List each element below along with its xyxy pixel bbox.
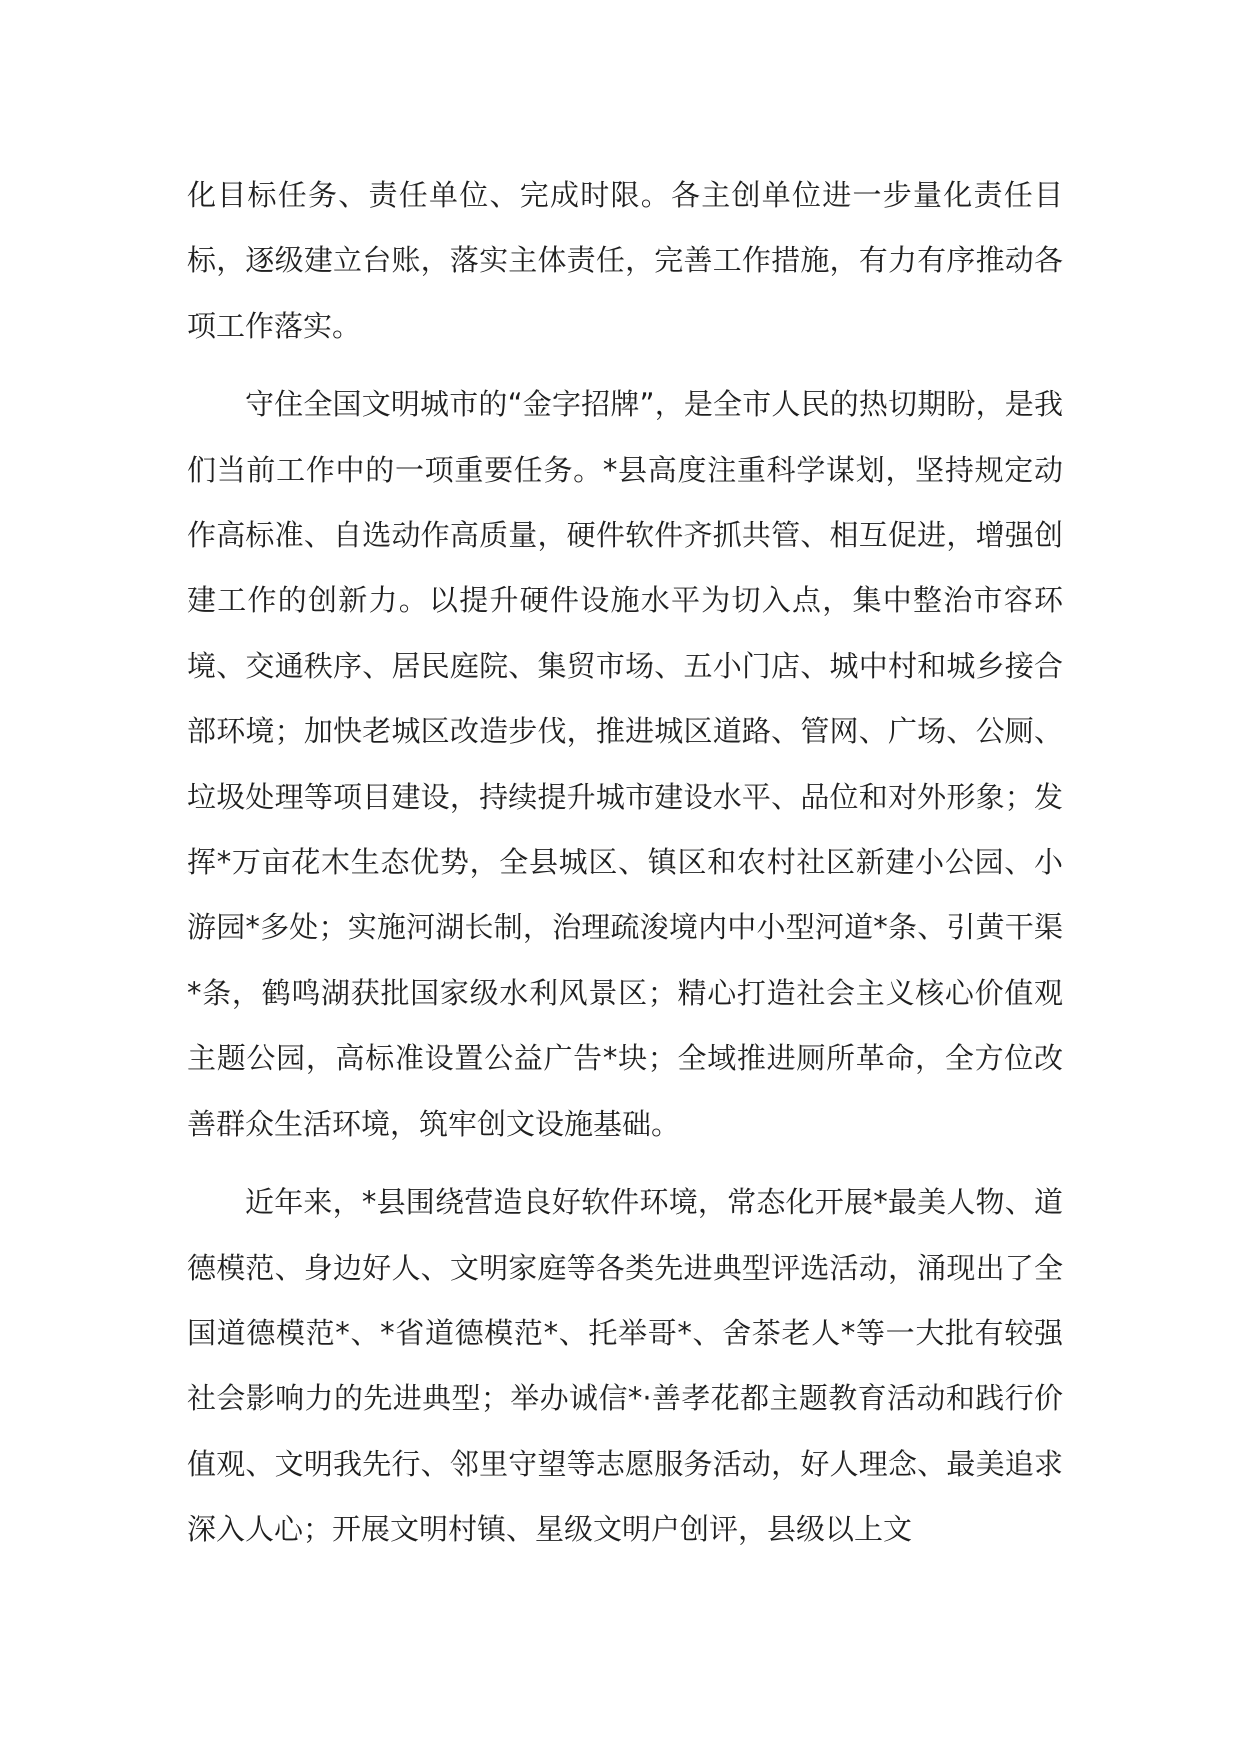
body-text — [187, 163, 1063, 1563]
paragraph-civilized-city: 守住全国文明城市的“金字招牌”，是全市人民的热切期盼，是我们当前工作中的一项重要任务。*县高度注重科学谋划，坚持规定动作高标准、自选动作高质量，硬件软件齐抓共管、相互促进，增强创建工作的创新力。以提升硬件设施水平为切入点，集中整治市容环境、交通秩序、居民庭院、集贸市场、五小门店、城中村和城乡接合部环境；加快老城区改造步伐，推进城区道路、管网、广场、公厕、垃圾处理等项目建设，持续提升城市建设水平、品位和对外形象；发挥*万亩花木生态优势，全县城区、镇区和农村社区新建小公园、小游园*多处；实施河湖长制，治理疏浚境内中小型河道*条、引黄干渠*条，鹤鸣湖获批国家级水利风景区；精心打造社会主义核心价值观主题公园，高标准设置公益广告*块；全域推进厕所革命，全方位改善群众生活环境，筑牢创文设施基础。 — [187, 387, 1063, 1141]
paragraph-continuation: 化目标任务、责任单位、完成时限。各主创单位进一步量化责任目标，逐级建立台账，落实主体责任，完善工作措施，有力有序推动各项工作落实。 — [187, 178, 1063, 343]
paragraph-soft-environment: 近年来，*县围绕营造良好软件环境，常态化开展*最美人物、道德模范、身边好人、文明家庭等各类先进典型评选活动，涌现出了全国道德模范*、*省道德模范*、托举哥*、舍茶老人*等一大批有较强社会影响力的先进典型；举办诚信*·善孝花都主题教育活动和践行价值观、文明我先行、邻里守望等志愿服务活动，好人理念、最美追求深入人心；开展文明村镇、星级文明户创评，县级以上文 — [187, 1185, 1063, 1547]
